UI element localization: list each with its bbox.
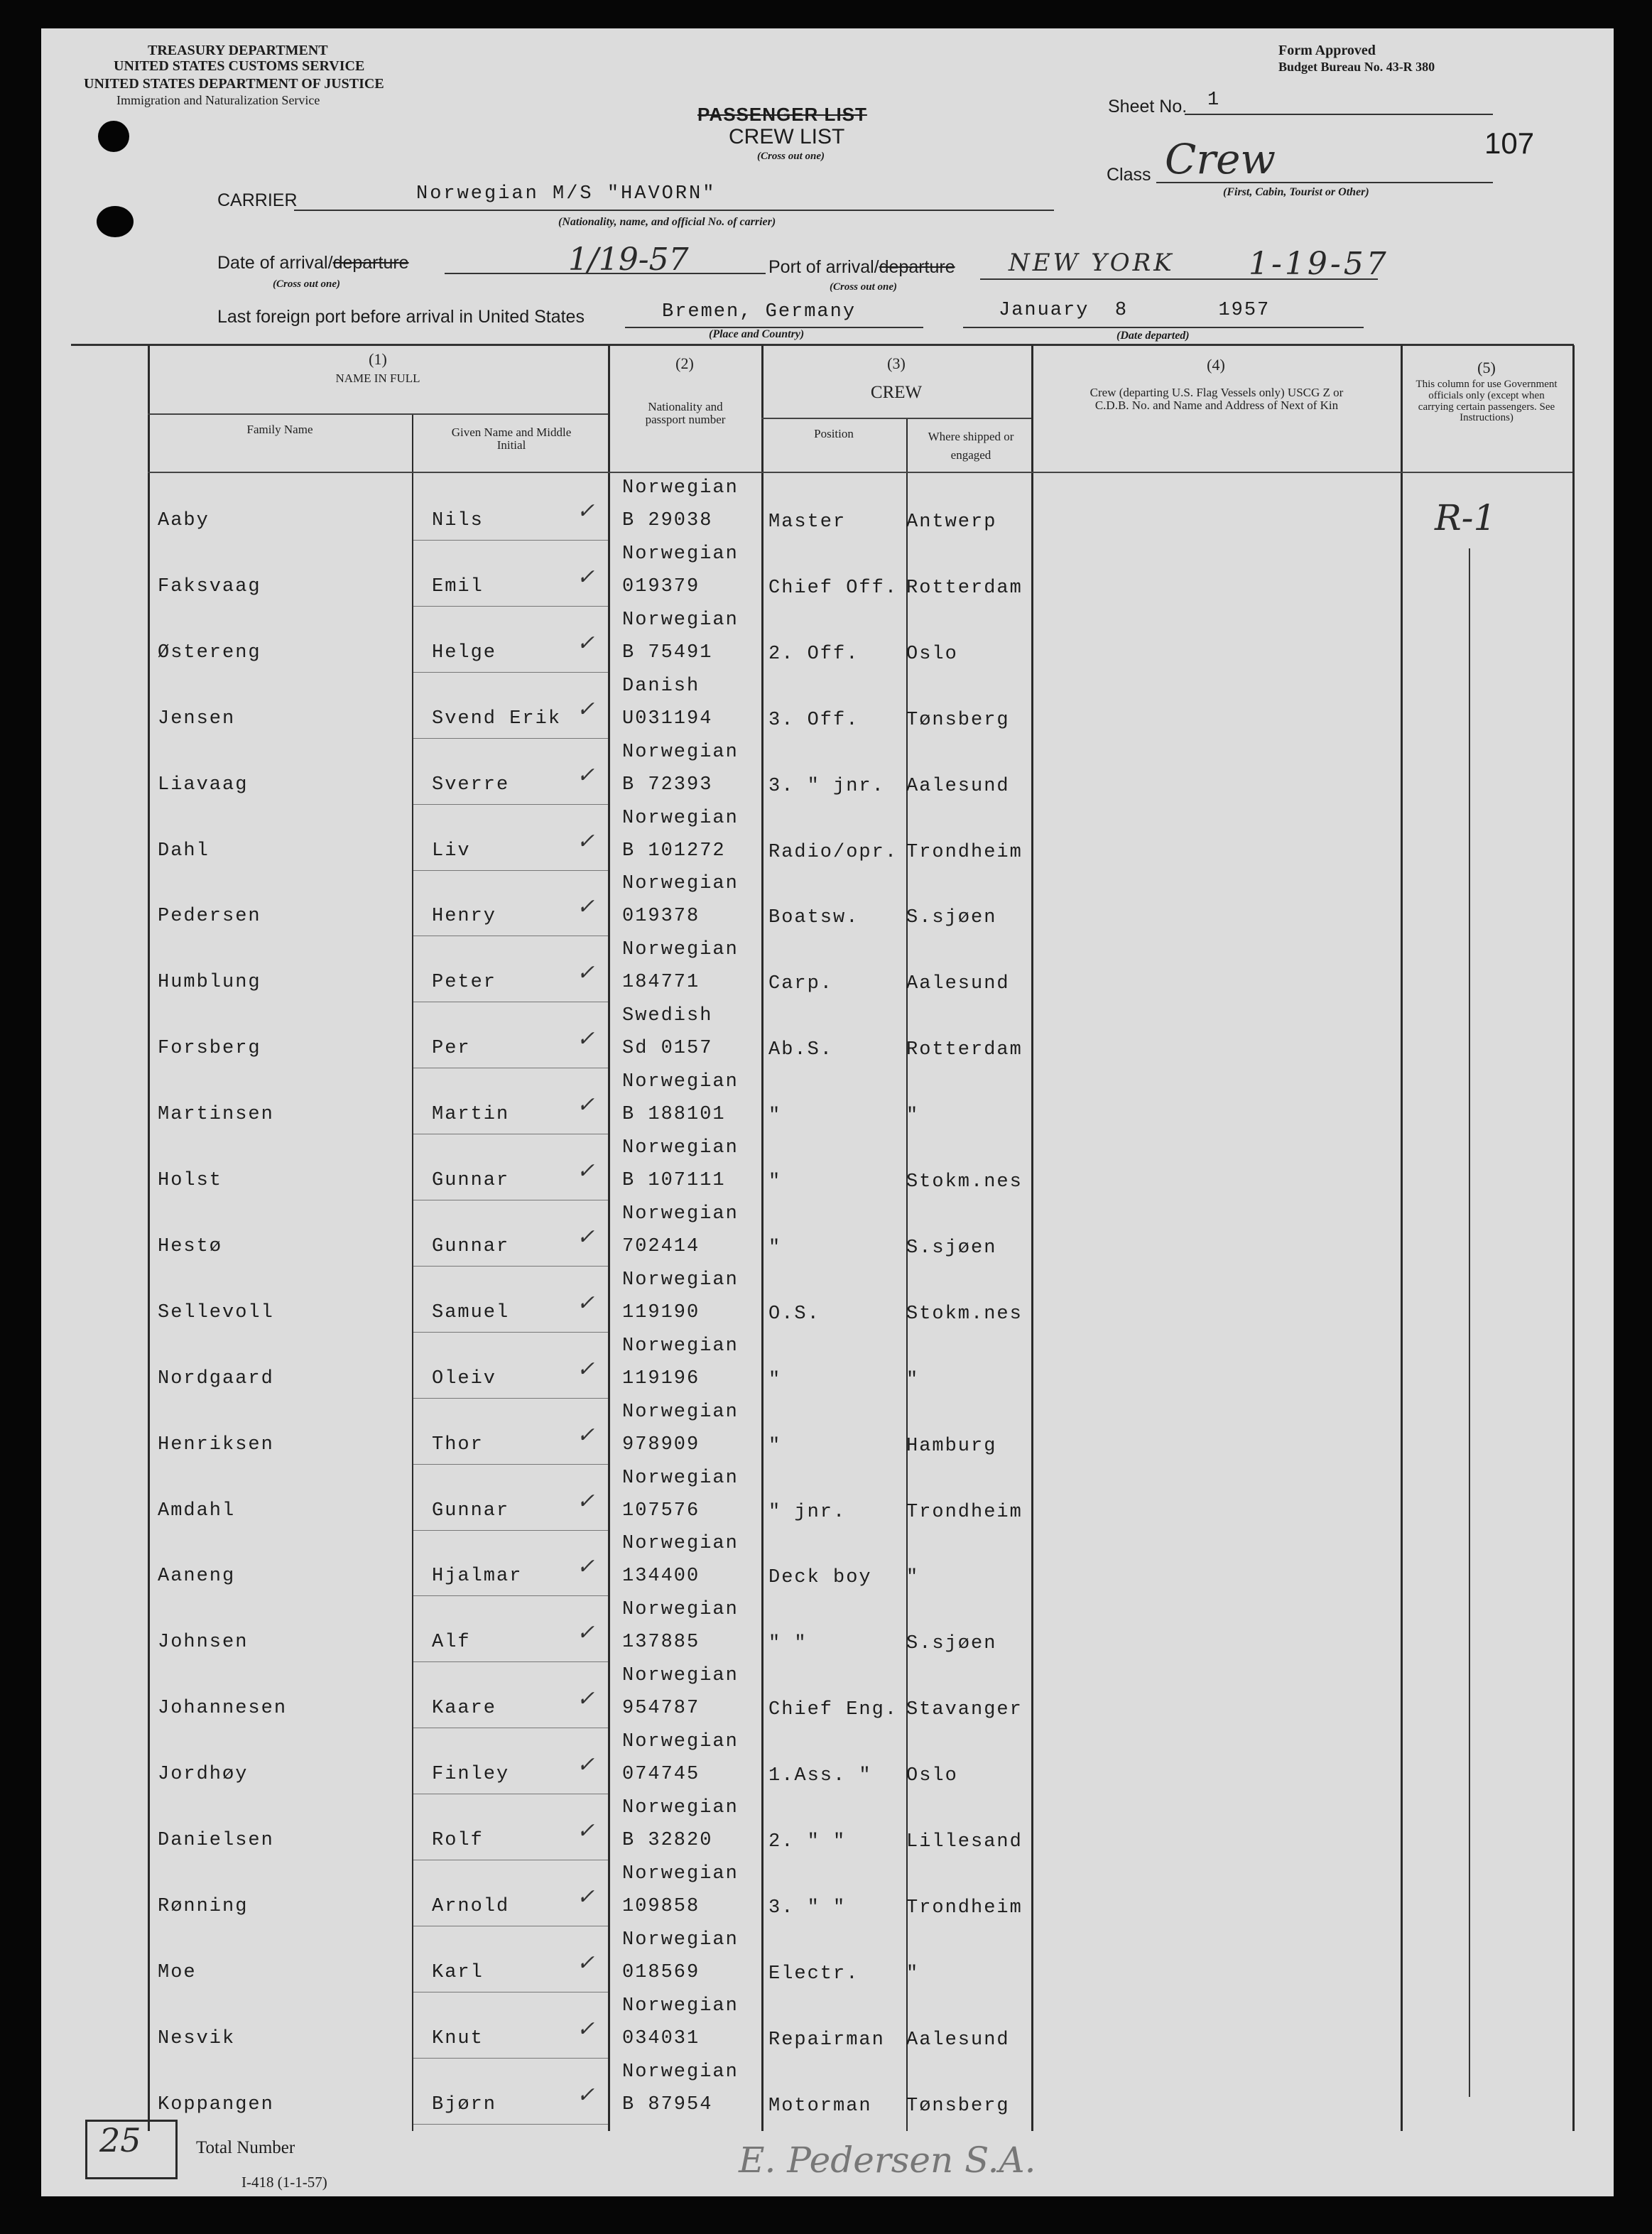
passport-cell: B 29038 — [622, 510, 713, 531]
nationality-cell: Norwegian — [622, 1599, 739, 1620]
where-engaged-cell: Tønsberg — [906, 710, 1010, 731]
nationality-cell: Norwegian — [622, 1929, 739, 1951]
family-name-cell: Jensen — [158, 708, 236, 730]
where-engaged-cell: Stokm.nes — [906, 1303, 1023, 1325]
row-divider — [413, 870, 608, 871]
check-mark-icon: ✓ — [577, 631, 595, 656]
passport-cell: 119196 — [622, 1368, 700, 1389]
position-cell: " jnr. — [768, 1502, 847, 1523]
family-name-cell: Johannesen — [158, 1698, 288, 1719]
given-name-cell: Arnold — [432, 1896, 510, 1917]
punch-hole-bottom — [97, 206, 134, 237]
class-value: Crew — [1165, 135, 1276, 183]
where-engaged-cell: Hamburg — [906, 1436, 997, 1457]
passport-cell: 018569 — [622, 1962, 700, 1983]
position-cell: " — [768, 1105, 782, 1127]
family-name-cell: Faksvaag — [158, 576, 261, 597]
family-name-cell: Koppangen — [158, 2094, 274, 2115]
position-cell: " — [768, 1171, 782, 1193]
check-mark-icon: ✓ — [577, 2083, 595, 2108]
col-line-3 — [608, 345, 610, 2131]
check-mark-icon: ✓ — [577, 565, 595, 590]
position-cell: Deck boy — [768, 1567, 872, 1588]
passport-cell: 107576 — [622, 1500, 700, 1522]
col5-mark: R-1 — [1435, 497, 1496, 538]
where-engaged-cell: " — [906, 1370, 920, 1391]
passport-cell: 702414 — [622, 1236, 700, 1257]
where-engaged-cell: S.sjøen — [906, 907, 997, 928]
check-mark-icon: ✓ — [577, 499, 595, 524]
agency-line-3: UNITED STATES DEPARTMENT OF JUSTICE — [84, 76, 384, 92]
passport-cell: 119190 — [622, 1302, 700, 1323]
where-engaged-cell: Trondheim — [906, 1897, 1023, 1919]
position-cell: 2. " " — [768, 1831, 847, 1853]
date-departed-underline — [963, 327, 1364, 328]
nationality-cell: Norwegian — [622, 808, 739, 829]
position-cell: " " — [768, 1633, 808, 1654]
given-name-cell: Henry — [432, 906, 497, 927]
carrier-label: CARRIER — [217, 190, 298, 210]
nationality-cell: Norwegian — [622, 477, 739, 499]
check-mark-icon: ✓ — [577, 1092, 595, 1117]
check-mark-icon: ✓ — [577, 763, 595, 788]
nationality-cell: Norwegian — [622, 1468, 739, 1489]
check-mark-icon: ✓ — [577, 697, 595, 722]
nationality-cell: Norwegian — [622, 1401, 739, 1423]
check-mark-icon: ✓ — [577, 1885, 595, 1909]
given-name-cell: Kaare — [432, 1698, 497, 1719]
position-cell: Radio/opr. — [768, 842, 898, 863]
check-mark-icon: ✓ — [577, 1026, 595, 1051]
total-box — [85, 2120, 178, 2179]
list-type-caption: (Cross out one) — [757, 151, 825, 162]
given-name-cell: Karl — [432, 1962, 484, 1983]
family-name-cell: Sellevoll — [158, 1302, 274, 1323]
passport-cell: 134400 — [622, 1566, 700, 1587]
where-header: Where shipped or engaged — [928, 430, 1014, 462]
form-number: I-418 (1-1-57) — [241, 2174, 327, 2191]
family-name-cell: Johnsen — [158, 1632, 249, 1653]
nationality-cell: Norwegian — [622, 1731, 739, 1752]
date-caption: (Cross out one) — [273, 278, 341, 290]
given-name-cell: Emil — [432, 576, 484, 597]
where-engaged-cell: Aalesund — [906, 2029, 1010, 2051]
where-engaged-cell: Trondheim — [906, 842, 1023, 863]
family-name-cell: Nesvik — [158, 2028, 236, 2049]
col-line-8 — [1572, 345, 1575, 2131]
sheet-underline — [1185, 114, 1493, 115]
given-name-cell: Sverre — [432, 774, 510, 796]
col2-title: Nationality and passport number — [645, 400, 726, 426]
carrier-caption: (Nationality, name, and official No. of carrier) — [558, 216, 776, 228]
where-engaged-cell: Trondheim — [906, 1502, 1023, 1523]
given-name-cell: Peter — [432, 972, 497, 993]
nationality-cell: Norwegian — [622, 1863, 739, 1885]
total-count: 25 — [99, 2121, 141, 2159]
given-name-cell: Gunnar — [432, 1170, 510, 1191]
given-name-cell: Gunnar — [432, 1500, 510, 1522]
passport-cell: 019378 — [622, 906, 700, 927]
passport-cell: 137885 — [622, 1632, 700, 1653]
row-divider — [413, 1332, 608, 1333]
list-type: CREW LIST — [729, 125, 845, 148]
class-label: Class — [1107, 165, 1151, 185]
col5-title: This column for use Government officials only (except when carrying certain passengers. See Instructions) — [1415, 379, 1558, 424]
check-mark-icon: ✓ — [577, 1423, 595, 1448]
date-departed-value: January 8 1957 — [999, 300, 1271, 321]
position-cell: Boatsw. — [768, 907, 859, 928]
punch-hole-top — [98, 121, 129, 152]
where-engaged-cell: " — [906, 1105, 920, 1127]
position-cell: Master — [768, 511, 847, 533]
where-engaged-cell: Oslo — [906, 644, 958, 665]
family-name-cell: Jordhøy — [158, 1764, 249, 1785]
port-value: NEW YORK — [1009, 249, 1175, 277]
passport-cell: B 188101 — [622, 1104, 726, 1125]
given-name-cell: Alf — [432, 1632, 471, 1653]
row-divider — [413, 738, 608, 739]
where-engaged-cell: " — [906, 1963, 920, 1985]
date-underline — [445, 273, 766, 274]
given-name-header: Given Name and Middle Initial — [451, 425, 572, 452]
family-name-cell: Nordgaard — [158, 1368, 274, 1389]
position-cell: 1.Ass. " — [768, 1765, 872, 1786]
position-cell: O.S. — [768, 1303, 820, 1325]
where-engaged-cell: S.sjøen — [906, 1237, 997, 1259]
row-divider — [413, 606, 608, 607]
passport-cell: U031194 — [622, 708, 713, 730]
passport-cell: 019379 — [622, 576, 700, 597]
family-name-cell: Dahl — [158, 840, 210, 862]
col3-title: CREW — [870, 383, 923, 402]
given-name-cell: Knut — [432, 2028, 484, 2049]
passport-cell: 184771 — [622, 972, 700, 993]
position-cell: 3. Off. — [768, 710, 859, 731]
nationality-cell: Norwegian — [622, 1335, 739, 1357]
col1-number: (1) — [369, 350, 387, 368]
port-caption: (Cross out one) — [830, 281, 898, 293]
budget-bureau: Budget Bureau No. 43-R 380 — [1278, 60, 1435, 74]
col5-continuation-line — [1469, 548, 1470, 2097]
col2-number: (2) — [675, 354, 694, 372]
last-port-label: Last foreign port before arrival in United States — [217, 307, 585, 327]
given-name-cell: Thor — [432, 1434, 484, 1455]
check-mark-icon: ✓ — [577, 1818, 595, 1843]
row-divider — [413, 804, 608, 805]
form-approved: Form Approved — [1278, 43, 1376, 58]
agency-line-2: UNITED STATES CUSTOMS SERVICE — [114, 58, 365, 74]
position-cell: Motorman — [768, 2095, 872, 2117]
given-name-cell: Helge — [432, 642, 497, 663]
check-mark-icon: ✓ — [577, 1357, 595, 1382]
check-mark-icon: ✓ — [577, 1159, 595, 1183]
col-line-6 — [1031, 345, 1033, 2131]
passport-cell: Sd 0157 — [622, 1038, 713, 1059]
given-name-cell: Rolf — [432, 1830, 484, 1851]
last-port-value: Bremen, Germany — [662, 301, 857, 322]
check-mark-icon: ✓ — [577, 960, 595, 985]
family-name-cell: Forsberg — [158, 1038, 261, 1059]
signature: E. Pedersen S.A. — [739, 2140, 1036, 2181]
position-cell: 3. " " — [768, 1897, 847, 1919]
nationality-cell: Norwegian — [622, 1533, 739, 1554]
subheader-rule-1 — [148, 413, 608, 415]
family-name-cell: Holst — [158, 1170, 223, 1191]
check-mark-icon: ✓ — [577, 894, 595, 919]
position-cell: " — [768, 1370, 782, 1391]
class-caption: (First, Cabin, Tourist or Other) — [1223, 186, 1369, 198]
where-engaged-cell: Lillesand — [906, 1831, 1023, 1853]
position-cell: Carp. — [768, 973, 834, 994]
position-cell: 3. " jnr. — [768, 776, 885, 797]
col-line-4 — [761, 345, 763, 2131]
port-label: Port of arrival/departure — [768, 257, 955, 277]
given-name-cell: Bjørn — [432, 2094, 497, 2115]
check-mark-icon: ✓ — [577, 1291, 595, 1316]
col3-number: (3) — [887, 354, 906, 372]
given-name-cell: Svend Erik — [432, 708, 562, 730]
family-name-cell: Moe — [158, 1962, 197, 1983]
passport-cell: B 75491 — [622, 642, 713, 663]
passport-cell: 074745 — [622, 1764, 700, 1785]
header-bottom-rule — [148, 472, 1572, 473]
check-mark-icon: ✓ — [577, 829, 595, 854]
check-mark-icon: ✓ — [577, 1752, 595, 1777]
passport-cell: B 72393 — [622, 774, 713, 796]
position-cell: " — [768, 1237, 782, 1259]
col-line-5 — [906, 419, 908, 2131]
nationality-cell: Norwegian — [622, 939, 739, 960]
passport-cell: 034031 — [622, 2028, 700, 2049]
where-engaged-cell: Rotterdam — [906, 1039, 1023, 1061]
given-name-cell: Finley — [432, 1764, 510, 1785]
where-engaged-cell: Tønsberg — [906, 2095, 1010, 2117]
check-mark-icon: ✓ — [577, 1620, 595, 1645]
family-name-cell: Østereng — [158, 642, 261, 663]
row-divider — [413, 1266, 608, 1267]
passport-cell: B 107111 — [622, 1170, 726, 1191]
family-name-cell: Martinsen — [158, 1104, 274, 1125]
family-name-cell: Humblung — [158, 972, 261, 993]
row-divider — [413, 1464, 608, 1465]
given-name-cell: Per — [432, 1038, 471, 1059]
last-port-caption: (Place and Country) — [709, 328, 805, 340]
check-mark-icon: ✓ — [577, 1686, 595, 1711]
position-cell: Electr. — [768, 1963, 859, 1985]
sheet-number: 1 — [1207, 90, 1219, 111]
position-cell: Chief Off. — [768, 578, 898, 599]
row-divider — [413, 1661, 608, 1662]
given-name-cell: Liv — [432, 840, 471, 862]
position-cell: Ab.S. — [768, 1039, 834, 1061]
check-mark-icon: ✓ — [577, 2017, 595, 2041]
family-name-cell: Hestø — [158, 1236, 223, 1257]
family-name-cell: Aaby — [158, 510, 210, 531]
position-header: Position — [814, 427, 854, 440]
row-divider — [413, 672, 608, 673]
check-mark-icon: ✓ — [577, 1489, 595, 1514]
where-engaged-cell: S.sjøen — [906, 1633, 997, 1654]
nationality-cell: Norwegian — [622, 1995, 739, 2017]
family-name-cell: Aaneng — [158, 1566, 236, 1587]
check-mark-icon: ✓ — [577, 1225, 595, 1249]
col5-number: (5) — [1477, 359, 1496, 376]
where-engaged-cell: Oslo — [906, 1765, 958, 1786]
check-mark-icon: ✓ — [577, 1951, 595, 1975]
nationality-cell: Norwegian — [622, 543, 739, 565]
date-value: 1/19-57 — [568, 242, 689, 278]
carrier-underline — [294, 210, 1054, 211]
family-name-cell: Henriksen — [158, 1434, 274, 1455]
where-engaged-cell: Stokm.nes — [906, 1171, 1023, 1193]
sheet-label: Sheet No. — [1108, 97, 1188, 116]
agency-line-4: Immigration and Naturalization Service — [116, 93, 320, 107]
nationality-cell: Norwegian — [622, 742, 739, 763]
given-name-cell: Oleiv — [432, 1368, 497, 1389]
list-type-struck: PASSENGER LIST — [697, 104, 867, 125]
given-name-cell: Nils — [432, 510, 484, 531]
position-cell: " — [768, 1436, 782, 1457]
where-engaged-cell: Aalesund — [906, 776, 1010, 797]
port-underline — [980, 278, 1378, 280]
nationality-cell: Danish — [622, 676, 700, 697]
family-name-cell: Amdahl — [158, 1500, 236, 1522]
position-cell: 2. Off. — [768, 644, 859, 665]
row-divider — [413, 1398, 608, 1399]
nationality-cell: Norwegian — [622, 1797, 739, 1818]
position-cell: Chief Eng. — [768, 1699, 898, 1720]
nationality-cell: Norwegian — [622, 1665, 739, 1686]
nationality-cell: Swedish — [622, 1005, 713, 1026]
col1-title: NAME IN FULL — [335, 372, 420, 385]
row-divider — [413, 2058, 608, 2059]
nationality-cell: Norwegian — [622, 1137, 739, 1159]
agency-line-1: TREASURY DEPARTMENT — [148, 43, 328, 58]
nationality-cell: Norwegian — [622, 2061, 739, 2083]
family-name-cell: Danielsen — [158, 1830, 274, 1851]
total-label: Total Number — [196, 2138, 295, 2157]
stamp-number: 107 — [1484, 126, 1535, 160]
col4-title: Crew (departing U.S. Flag Vessels only) USCG Z or C.D.B. No. and Name and Address of Next of Kin — [1089, 386, 1344, 412]
given-name-cell: Martin — [432, 1104, 510, 1125]
nationality-cell: Norwegian — [622, 1071, 739, 1092]
col-line-7 — [1401, 345, 1403, 2131]
where-engaged-cell: " — [906, 1567, 920, 1588]
nationality-cell: Norwegian — [622, 873, 739, 894]
passport-cell: B 101272 — [622, 840, 726, 862]
check-mark-icon: ✓ — [577, 1554, 595, 1579]
col-line-1 — [148, 345, 150, 2131]
nationality-cell: Norwegian — [622, 1269, 739, 1291]
given-name-cell: Samuel — [432, 1302, 510, 1323]
where-engaged-cell: Stavanger — [906, 1699, 1023, 1720]
row-divider — [413, 540, 608, 541]
family-name-cell: Pedersen — [158, 906, 261, 927]
port-date: 1-19-57 — [1249, 246, 1389, 282]
nationality-cell: Norwegian — [622, 609, 739, 631]
where-engaged-cell: Aalesund — [906, 973, 1010, 994]
passport-cell: B 87954 — [622, 2094, 713, 2115]
passport-cell: 109858 — [622, 1896, 700, 1917]
passport-cell: B 32820 — [622, 1830, 713, 1851]
nationality-cell: Norwegian — [622, 1203, 739, 1225]
row-divider — [413, 2124, 608, 2125]
passport-cell: 954787 — [622, 1698, 700, 1719]
class-underline — [1156, 182, 1493, 183]
family-name-header: Family Name — [246, 423, 313, 436]
col4-number: (4) — [1207, 356, 1225, 374]
where-engaged-cell: Antwerp — [906, 511, 997, 533]
date-label: Date of arrival/departure — [217, 253, 409, 273]
subheader-rule-2 — [761, 418, 1031, 419]
position-cell: Repairman — [768, 2029, 885, 2051]
table-top-rule — [71, 344, 1574, 346]
family-name-cell: Rønning — [158, 1896, 249, 1917]
given-name-cell: Hjalmar — [432, 1566, 523, 1587]
row-divider — [413, 1595, 608, 1596]
family-name-cell: Liavaag — [158, 774, 249, 796]
where-engaged-cell: Rotterdam — [906, 578, 1023, 599]
row-divider — [413, 1530, 608, 1531]
carrier-value: Norwegian M/S "HAVORN" — [416, 183, 717, 205]
passport-cell: 978909 — [622, 1434, 700, 1455]
given-name-cell: Gunnar — [432, 1236, 510, 1257]
date-departed-caption: (Date departed) — [1116, 330, 1190, 342]
